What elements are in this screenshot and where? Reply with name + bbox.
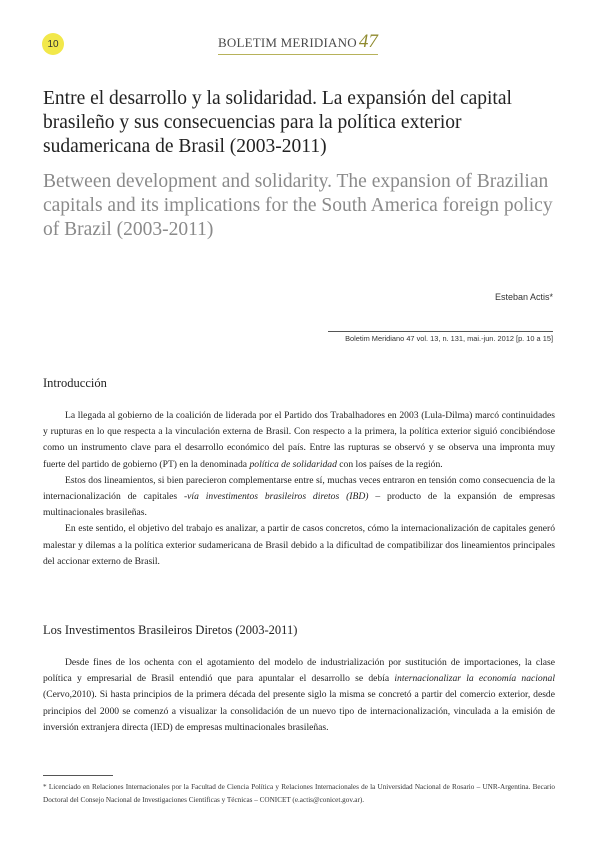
title-english: Between development and solidarity. The expansion of Brazilian capitals and its implications for the South America foreign policy of Brazil (2003-2011) [43,171,553,240]
section-heading: Introducción [43,376,107,390]
section-heading: Los Investimentos Brasileiros Diretos (2003-2011) [43,623,298,637]
journal-header [218,31,378,55]
footnote: * Licenciado en Relaciones Internacionales por la Facultad de Ciencia Política y Relaciones Internacionales de la Universidad Nacional de Rosario – UNR-Argentina. Becario Doctoral del Consejo Nacional de Investigaciones Científicas y Técnicas – CONICET (e.actis@conicet.gov.ar). [43,783,555,804]
paragraph: Estos dos lineamientos, si bien parecieron complementarse entre sí, muchas veces entraron en tensión como consecuencia de la internacionalización de capitales -vía investimentos brasileiros diretos (IBD) – producto de la expansión de empresas multinacionales brasileñas. [43,474,555,519]
author-name: Esteban Actis* [494,292,553,302]
page-number: 10 [47,38,59,50]
paragraph: La llegada al gobierno de la coalición de liderada por el Partido dos Trabalhadores en 2003 (Lula-Dilma) marcó continuidades y rupturas en lo que respecta a la vinculación externa de Brasil. Con respecto a la primera, la política exterior siguió concibiéndose como un instrumento clave para el desarrollo económico del país. Entre las rupturas se observó y se observa una impronta muy fuerte del partido de gobierno (PT) en la denominada política de solidaridad con los países de la región. [43,410,555,470]
section-ibd [43,623,555,736]
citation-line: Boletim Meridiano 47 vol. 13, n. 131, mai.-jun. 2012 [p. 10 a 15] [328,331,553,343]
title-spanish: Entre el desarrollo y la solidaridad. La expansión del capital brasileño y sus consecuencias para la política exterior sudamericana de Brasil (2003-2011) [43,88,512,157]
journal-name: BOLETIM MERIDIANO [218,35,357,50]
page-number-badge [42,33,64,55]
paragraph: En este sentido, el objetivo del trabajo es analizar, a partir de casos concretos, cómo la internacionalización de capitales generó malestar y dilemas a la política exterior sudamericana de Brasil debido a la dificultad de compatibilizar dos lineamientos principales del accionar externo de Brasil. [43,523,555,567]
footnote-rule [43,775,113,776]
paragraph: Desde fines de los ochenta con el agotamiento del modelo de industrialización por sustitución de importaciones, la clase política y empresarial de Brasil entendió que para apuntalar el desarrollo se debía internacionalizar la economía nacional (Cervo,2010). Si hasta principios de la primera década del presente siglo la misma se concretó a partir del comercio exterior, desde principios del 2000 se comenzó a visualizar la consolidación de un nuevo tipo de internacionalización, vinculada a la emisión de inversión extranjera directa (IED) de empresas multinacionales brasileñas. [43,657,555,733]
journal-number: 47 [358,31,378,52]
section-introduccion [43,376,555,570]
